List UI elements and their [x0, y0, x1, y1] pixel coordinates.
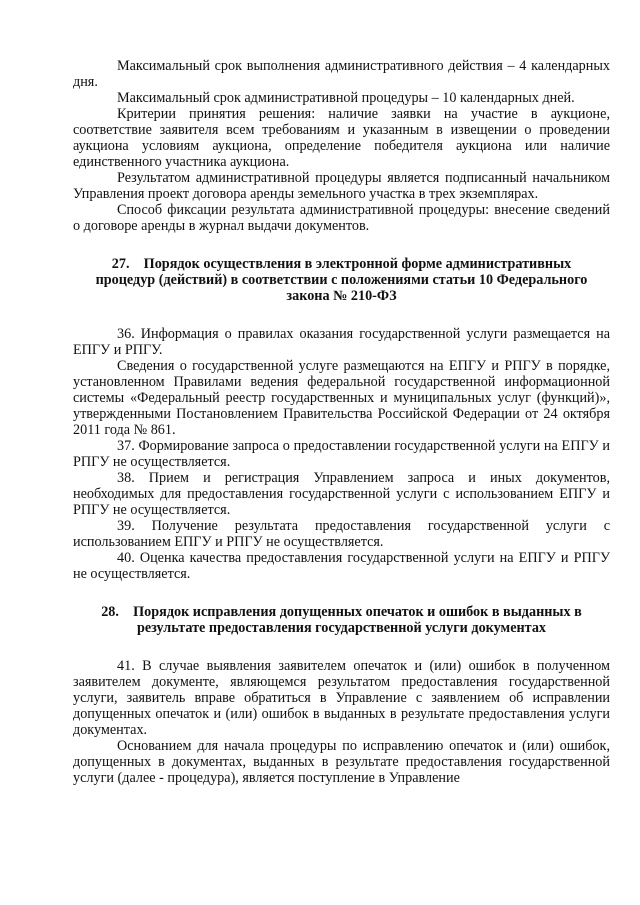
paragraph-procedure-result: Результатом административной процедуры является подписанный начальником Управления проект договора аренды земельного участка в трех экземплярах.: [73, 170, 610, 202]
section-heading-27-line2: процедур (действий) в соответствии с положениями статьи 10 Федерального: [95, 272, 588, 288]
paragraph-36: 36. Информация о правилах оказания государственной услуги размещается на ЕПГУ и РПГУ.: [73, 326, 610, 358]
paragraph-36-details: Сведения о государственной услуге размещаются на ЕПГУ и РПГУ в порядке, установленном Правилами ведения федеральной государственной информационной системы «Федеральный реестр государственных и муниципальных услуг (функций)», утвержденными Постановлением Правительства Российской Федерации от 24 октября 2011 года № 861.: [73, 358, 610, 438]
section-heading-27-line3: закона № 210-ФЗ: [286, 288, 397, 304]
spacer: [73, 636, 610, 658]
paragraph-decision-criteria: Критерии принятия решения: наличие заявки на участие в аукционе, соответствие заявителя всем требованиям и указанным в извещении о проведении аукциона условиям аукциона, определение победителя аукциона или наличие единственного участника аукциона.: [73, 106, 610, 170]
section-heading-28-line2: результате предоставления государственной услуги документах: [136, 620, 547, 636]
section-heading-28-line1: 28. Порядок исправления допущенных опечаток и ошибок в выданных в: [101, 604, 582, 620]
paragraph-41: 41. В случае выявления заявителем опечаток и (или) ошибок в полученном заявителем документе, являющемся результатом предоставления государственной услуги, заявитель вправе обратиться в Управление с заявлением об исправлении допущенных опечаток и (или) ошибок в выданных в результате предоставления услуги документах.: [73, 658, 610, 738]
spacer: [73, 582, 610, 604]
paragraph-max-procedure-term: Максимальный срок административной процедуры – 10 календарных дней.: [117, 90, 575, 106]
paragraph-41-basis: Основанием для начала процедуры по исправлению опечаток и (или) ошибок, допущенных в документах, выданных в результате предоставления государственной услуги (далее - процедура), является поступление в Управление: [73, 738, 610, 786]
paragraph-39: 39. Получение результата предоставления государственной услуги с использованием ЕПГУ и РПГУ не осуществляется.: [73, 518, 610, 550]
paragraph-37: 37. Формирование запроса о предоставлении государственной услуги на ЕПГУ и РПГУ не осуществляется.: [73, 438, 610, 470]
spacer: [73, 304, 610, 326]
spacer: [73, 234, 610, 256]
section-heading-27-line1: 27. Порядок осуществления в электронной форме административных: [111, 256, 572, 272]
section-heading-28: [73, 604, 610, 636]
paragraph-result-recording: Способ фиксации результата административной процедуры: внесение сведений о договоре аренды в журнал выдачи документов.: [73, 202, 610, 234]
section-heading-27: [73, 256, 610, 304]
paragraph-40: 40. Оценка качества предоставления государственной услуги на ЕПГУ и РПГУ не осуществляется.: [73, 550, 610, 582]
paragraph-max-action-term: Максимальный срок выполнения административного действия – 4 календарных дня.: [73, 58, 610, 90]
paragraph-38: 38. Прием и регистрация Управлением запроса и иных документов, необходимых для предоставления государственной услуги с использованием ЕПГУ и РПГУ не осуществляется.: [73, 470, 610, 518]
